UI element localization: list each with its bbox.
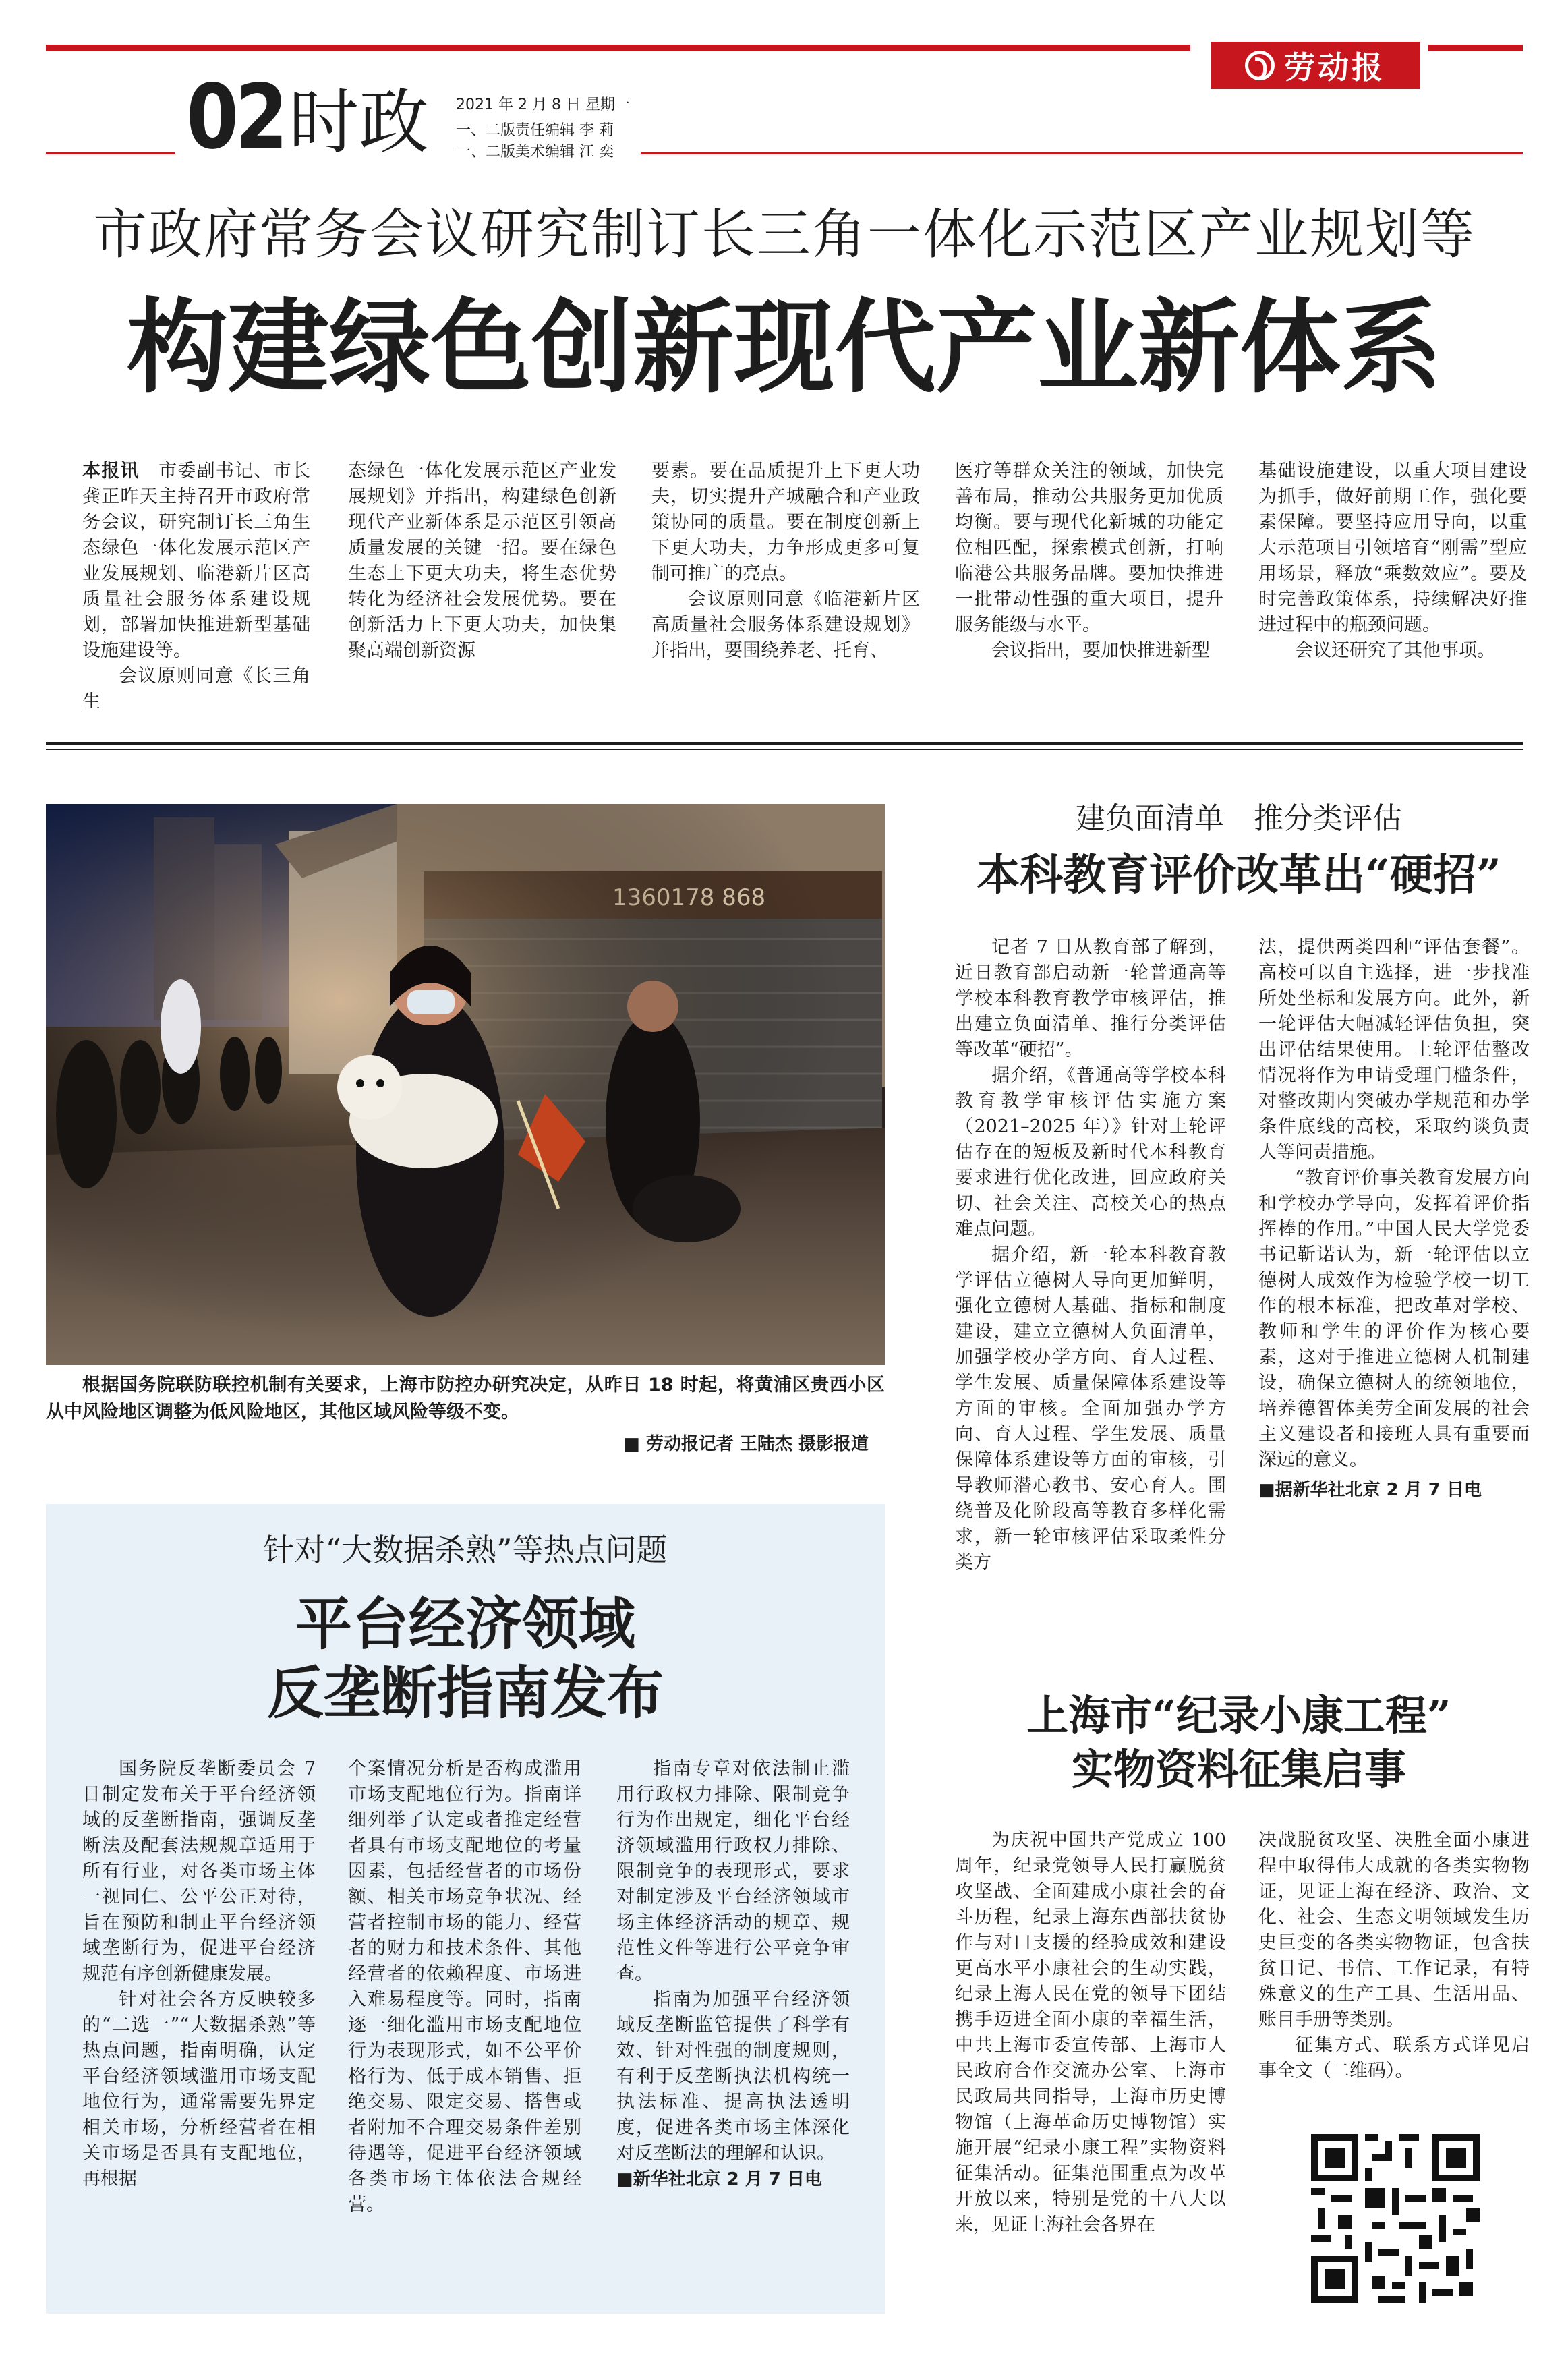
qr-code-icon[interactable] [1311, 2134, 1480, 2303]
page-number: 02 [186, 65, 285, 169]
education-credit: ■据新华社北京 2 月 7 日电 [1258, 1480, 1482, 1500]
education-column-1: 记者 7 日从教育部了解到，近日教育部启动新一轮普通高等学校本科教育教学审核评估，推出建立负面清单、推行分类评估等改革“硬招”。 据介绍，《普通高等学校本科教育教学审核评估实施方案（2021–2025 年）》针对上轮评估存在的短板及新时代本科教育要求进行优化改进，回应政府关切、社会关注、高校关心的热点难点问题。 据介绍，新一轮本科教育教学评估立德树人导向更加鲜明，强化立德树人基础、指标和制度建设，建立立德树人负面清单，加强学校办学方向、育人过程、学生发展、质量保障体系建设等方面的审核。全面加强办学方向、育人过程、学生发展、质量保障体系建设等方面的审核，引导教师潜心教书、安心育人。围绕普及化阶段高等教育多样化需求，新一轮审核评估采取柔性分类方 [955, 937, 1226, 1573]
lead-column-4: 医疗等群众关注的领域，加快完善布局，推动公共服务更加优质均衡。要与现代化新城的功能定位相匹配，探索模式创新，打响临港公共服务品牌。要加快推进一批带动性强的重大项目，提升服务能级与水平。 会议指出，要加快推进新型 [955, 461, 1223, 661]
notice-headline-2: 实物资料征集启事 [1071, 1745, 1406, 1794]
masthead-date: 2021 年 2 月 8 日 星期一 [456, 96, 630, 113]
street-scene-illustration [46, 804, 885, 1365]
photo-caption: 根据国务院联防联控机制有关要求，上海市防控办研究决定，从昨日 18 时起，将黄浦区贵西小区从中风险地区调整为低风险地区，其他区域风险等级不变。 [46, 1375, 885, 1423]
section-divider-thin [46, 749, 1523, 750]
antitrust-kicker: 针对“大数据杀熟”等热点问题 [263, 1532, 668, 1568]
section-divider [46, 742, 1523, 745]
masthead-left-rule [46, 152, 175, 154]
section-name: 时政 [289, 81, 430, 163]
photo-credit: ■ 劳动报记者 王陆杰 摄影报道 [623, 1434, 869, 1454]
lead-headline: 构建绿色创新现代产业新体系 [126, 288, 1442, 407]
antitrust-column-2: 个案情况分析是否构成滥用市场支配地位行为。指南详细列举了认定或者推定经营者具有市场支配地位的考量因素，包括经营者的市场份额、相关市场竞争状况、经营者控制市场的能力、经营者的财力和技术条件、其他经营者的依赖程度、市场进入难易程度等。同时，指南逐一细化滥用市场支配地位行为表现形式，如不公平价格行为、低于成本销售、拒绝交易、限定交易、搭售或者附加不合理交易条件差别待遇等，促进平台经济领域各类市场主体依法合规经营。 [348, 1758, 581, 2215]
education-kicker: 建负面清单 推分类评估 [1076, 801, 1402, 836]
notice-headline-1: 上海市“纪录小康工程” [1026, 1691, 1451, 1740]
notice-column-1: 为庆祝中国共产党成立 100 周年，纪录党领导人民打赢脱贫攻坚战、全面建成小康社会的奋斗历程，纪录上海东西部扶贫协作与对口支援的经验成效和建设更高水平小康社会的生动实践，纪录上海人民在党的领导下团结携手迈进全面小康的幸福生活，中共上海市委宣传部、上海市人民政府合作交流办公室、上海市民政局共同指导，上海市历史博物馆（上海革命历史博物馆）实施开展“纪录小康工程”实物资料征集活动。征集范围重点为改革开放以来，特别是党的十八大以来，见证上海社会各界在 [955, 1830, 1226, 2235]
antitrust-column-3: 指南专章对依法制止滥用行政权力排除、限制竞争行为作出规定，细化平台经济领域滥用行政权力排除、限制竞争的表现形式，要求对制定涉及平台经济领域市场主体经济活动的规章、规范性文件等进行公平竞争审查。 指南为加强平台经济领域反垄断监管提供了科学有效、针对性强的制度规则，有利于反垄断执法机构统一执法标准、提高执法透明度，促进各类市场主体深化对反垄断法的理解和认识。 ■新华社北京 2 月 7 日电 [616, 1756, 850, 2192]
lead-column-2: 态绿色一体化发展示范区产业发展规划》并指出，构建绿色创新现代产业新体系是示范区引领高质量发展的关键一招。要在绿色生态上下更大功夫，将生态优势转化为经济社会发展优势。要在创新活力上下更大功夫，加快集聚高端创新资源 [348, 461, 616, 661]
masthead-logo: 劳动报 [1211, 42, 1420, 89]
antitrust-headline-2: 反垄断指南发布 [266, 1659, 664, 1726]
antitrust-column-1: 国务院反垄断委员会 7 日制定发布关于平台经济领域的反垄断指南，强调反垄断法及配套法规规章适用于所有行业，对各类市场主体一视同仁、公平公正对待，旨在预防和制止平台经济领域垄断行为，促进平台经济规范有序创新健康发展。 针对社会各方反映较多的“二选一”“大数据杀熟”等热点问题，指南明确，认定平台经济领域滥用市场支配地位行为，通常需要先界定相关市场，分析经营者在相关市场是否具有支配地位，再根据 [82, 1758, 316, 2189]
lead-column-1: 本报讯 市委副书记、市长龚正昨天主持召开市政府常务会议，研究制订长三角生态绿色一体化发展示范区产业发展规划、临港新片区高质量社会服务体系建设规划，部署加快推进新型基础设施建设等。 会议原则同意《长三角生 [82, 461, 311, 712]
masthead-editor: 一、二版责任编辑 李 莉 [456, 122, 614, 139]
antitrust-credit: ■新华社北京 2 月 7 日电 [616, 2169, 822, 2189]
lead-column-3: 要素。要在品质提升上下更大功夫，切实提升产城融合和产业政策协同的质量。要在制度创新上下更大功夫，力争形成更多可复制可推广的亮点。 会议原则同意《临港新片区高质量社会服务体系建设规划》并指出，要围绕养老、托育、 [651, 461, 920, 661]
masthead-art-editor: 一、二版美术编辑 江 奕 [456, 144, 614, 161]
news-photo [46, 804, 885, 1365]
notice-column-2: 决战脱贫攻坚、决胜全面小康进程中取得伟大成就的各类实物物证，见证上海在经济、政治、文化、社会、生态文明领域发生历史巨变的各类实物物证，包含扶贫日记、书信、工作记录，有特殊意义的生产工具、生活用品、账目手册等类别。 征集方式、联系方式详见启事全文（二维码）。 [1258, 1830, 1530, 2081]
masthead-right-rule [641, 152, 1523, 154]
logo-emblem-icon [1245, 51, 1275, 80]
top-red-rule [46, 45, 1190, 51]
lead-dateline: 本报讯 [82, 461, 140, 482]
lead-kicker: 市政府常务会议研究制订长三角一体化示范区产业规划等 [93, 203, 1476, 266]
antitrust-headline-1: 平台经济领域 [295, 1590, 635, 1657]
masthead-red-rule-right [1428, 45, 1523, 51]
lead-column-5: 基础设施建设，以重大项目建设为抓手，做好前期工作，强化要素保障。要坚持应用导向，以重大示范项目引领培育“刚需”型应用场景，释放“乘数效应”。要及时完善政策体系，持续解决好推进过程中的瓶颈问题。 会议还研究了其他事项。 [1258, 461, 1527, 661]
education-headline: 本科教育评价改革出“硬招” [977, 850, 1501, 900]
education-column-2: 法，提供两类四种“评估套餐”。高校可以自主选择，进一步找准所处坐标和发展方向。此外，新一轮评估大幅减轻评估负担，突出评估结果使用。上轮评估整改情况将作为申请受理门槛条件，对整改期内突破办学规范和办学条件底线的高校，采取约谈负责人等问责措施。 “教育评价事关教育发展方向和学校办学导向，发挥着评价指挥棒的作用。”中国人民大学党委书记靳诺认为，新一轮评估以立德树人成效作为检验学校一切工作的根本标准，把改革对学校、教师和学生的评价作为核心要素，这对于推进立德树人机制建设，确保立德树人的统领地位，培养德智体美劳全面发展的社会主义建设者和接班人具有重要而深远的意义。 ■据新华社北京 2 月 7 日电 [1258, 935, 1530, 1503]
